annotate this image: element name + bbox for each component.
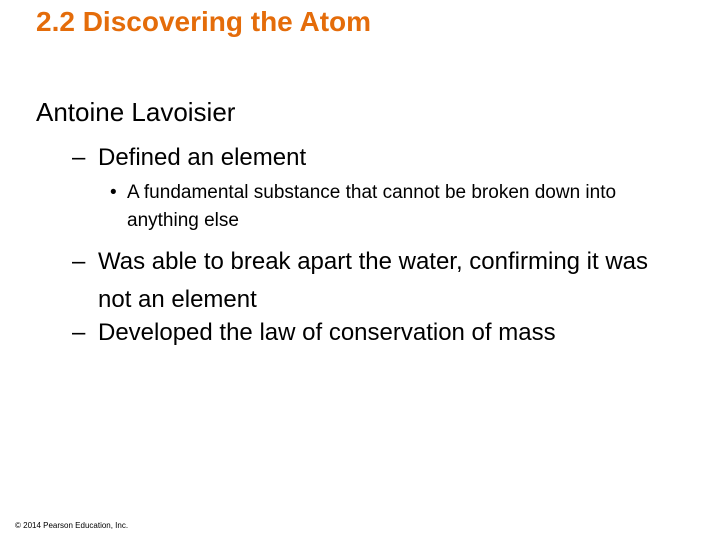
bullet-dot-marker: • (110, 182, 117, 203)
bullet-text: Defined an element (98, 144, 307, 171)
bullet-text: Developed the law of conservation of mass (98, 319, 556, 346)
slide-title: 2.2 Discovering the Atom (36, 6, 372, 37)
bullet-text: Was able to break apart the water, confirming it was not an element (98, 248, 649, 313)
sub-bullet-item-definition (110, 179, 650, 235)
dash-marker: – (72, 144, 86, 171)
bullet-heading: Antoine Lavoisier (36, 97, 236, 127)
sub-bullet-text: A fundamental substance that cannot be broken down into anything else (127, 182, 617, 231)
bullet-item-water (72, 243, 682, 319)
dash-marker: – (72, 248, 86, 275)
dash-marker: – (72, 319, 86, 346)
copyright-footer: © 2014 Pearson Education, Inc. (15, 521, 129, 530)
bullet-item-conservation (72, 314, 682, 352)
bullet-item-defined-element (72, 139, 592, 177)
